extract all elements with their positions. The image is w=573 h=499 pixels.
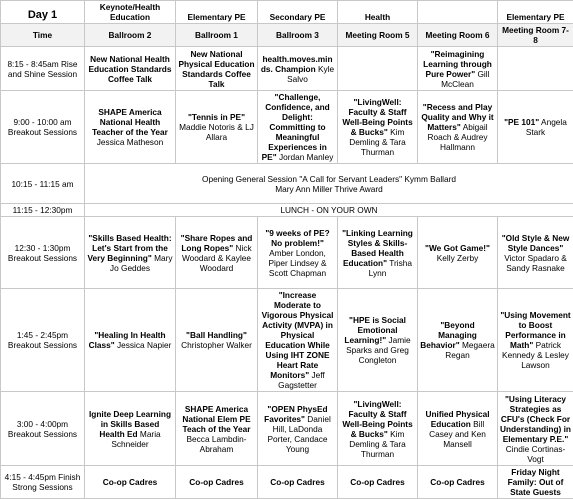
session-presenter: Daniel Hill, LaDonda Porter, Candace Young bbox=[268, 414, 331, 454]
time-slot: 11:15 - 12:30pm bbox=[1, 204, 85, 217]
session-presenter: Victor Spadaro & Sandy Rasnake bbox=[504, 253, 567, 273]
session-title: "Linking Learning Styles & Skills-Based Health Education" bbox=[342, 228, 413, 268]
time-slot: 10:15 - 11:15 am bbox=[1, 164, 85, 204]
session-cell bbox=[338, 466, 418, 499]
session-cell bbox=[258, 466, 338, 499]
session-presenter: Kyle Salvo bbox=[287, 64, 334, 84]
lunch-cell: LUNCH - ON YOUR OWN bbox=[85, 204, 573, 217]
session-presenter: Nick Woodard & Kaylee Woodard bbox=[182, 243, 252, 273]
session-cell bbox=[338, 47, 418, 91]
table-row bbox=[1, 392, 573, 466]
session-title: "LivingWell: Faculty & Staff Well-Being Points & Bucks" bbox=[342, 399, 412, 439]
session-cell bbox=[418, 47, 498, 91]
session-presenter: Becca Lambdin-Abraham bbox=[187, 434, 247, 454]
session-presenter: Cindie Cortinas-Vogt bbox=[506, 444, 565, 464]
session-presenter: Kim Demling & Tara Thurman bbox=[349, 127, 406, 157]
session-title: "Using Movement to Boost Performance in Math" bbox=[500, 310, 570, 350]
session-title: "OPEN PhysEd Favorites" bbox=[264, 404, 327, 424]
session-cell bbox=[418, 289, 498, 392]
session-title: "Increase Moderate to Vigorous Physical Activity (MVPA) in Physical Education While Using IHT ZONE Heart Rate Monitors" bbox=[262, 290, 334, 380]
session-title: Unified Physical Education bbox=[425, 409, 489, 429]
time-slot: 4:15 - 4:45pm Finish Strong Sessions bbox=[1, 466, 85, 499]
session-cell bbox=[338, 392, 418, 466]
table-row bbox=[1, 91, 573, 164]
table-row bbox=[1, 466, 573, 499]
track-name: Elementary PE bbox=[498, 1, 573, 24]
session-cell bbox=[85, 47, 176, 91]
session-title: "Share Ropes and Long Ropes" bbox=[181, 233, 253, 253]
time-slot: 9:00 - 10:00 am Breakout Sessions bbox=[1, 91, 85, 164]
session-presenter: Megaera Regan bbox=[445, 340, 494, 360]
session-cell bbox=[498, 217, 573, 289]
session-title: Co-op Cadres bbox=[350, 477, 404, 487]
session-cell bbox=[176, 392, 258, 466]
award-title: Mary Ann Miller Thrive Award bbox=[87, 184, 571, 194]
session-cell bbox=[176, 466, 258, 499]
session-presenter: Maddie Notoris & LJ Allara bbox=[179, 122, 254, 142]
track-name: Health bbox=[338, 1, 418, 24]
session-cell bbox=[498, 289, 573, 392]
session-cell bbox=[85, 289, 176, 392]
track-name: Elementary PE bbox=[176, 1, 258, 24]
session-cell bbox=[258, 47, 338, 91]
room-header: Meeting Room 5 bbox=[338, 24, 418, 47]
room-header: Meeting Room 6 bbox=[418, 24, 498, 47]
session-presenter: Mary Jo Geddes bbox=[110, 253, 173, 273]
session-presenter: Jamie Sparks and Greg Congleton bbox=[346, 335, 410, 365]
table-row bbox=[1, 204, 573, 217]
session-presenter: Jeff Gagstetter bbox=[278, 370, 325, 390]
track-name bbox=[418, 1, 498, 24]
session-title: Co-op Cadres bbox=[103, 477, 157, 487]
session-cell bbox=[85, 91, 176, 164]
session-cell bbox=[258, 91, 338, 164]
session-presenter: Patrick Kennedy & Lesley Lawson bbox=[502, 340, 569, 370]
room-header: Ballroom 1 bbox=[176, 24, 258, 47]
session-title: "Challenge, Confidence, and Delight: Committing to Meaningful Experiences in PE" bbox=[262, 92, 330, 162]
session-title: New National Health Education Standards Coffee Talk bbox=[89, 54, 172, 84]
room-header: Ballroom 3 bbox=[258, 24, 338, 47]
session-title: Ignite Deep Learning in Skills Based Health Ed bbox=[89, 409, 171, 439]
session-title: "Using Literacy Strategies as CFU's (Check For Understanding) in Elementary P.E." bbox=[500, 394, 571, 444]
session-title: "LivingWell: Faculty & Staff Well-Being Points & Bucks" bbox=[342, 97, 412, 137]
session-title: Co-op Cadres bbox=[430, 477, 484, 487]
session-title: "Old Style & New Style Dances" bbox=[502, 233, 570, 253]
session-cell bbox=[176, 91, 258, 164]
session-presenter: Angela Stark bbox=[526, 117, 567, 137]
time-slot: 12:30 - 1:30pm Breakout Sessions bbox=[1, 217, 85, 289]
time-slot: 8:15 - 8:45am Rise and Shine Session bbox=[1, 47, 85, 91]
session-cell bbox=[176, 289, 258, 392]
table-row bbox=[1, 164, 573, 204]
session-cell bbox=[85, 466, 176, 499]
session-cell bbox=[85, 392, 176, 466]
session-presenter: Abigail Roach & Audrey Hallmann bbox=[428, 122, 488, 152]
table-row bbox=[1, 289, 573, 392]
session-title: "Skills Based Health: Let's Start from the Very Beginning" bbox=[87, 233, 171, 263]
session-title: "PE 101" bbox=[504, 117, 539, 127]
session-presenter: Bill Casey and Ken Mansell bbox=[429, 419, 486, 449]
room-header: Ballroom 2 bbox=[85, 24, 176, 47]
session-title: New National Physical Education Standards Coffee Talk bbox=[178, 49, 254, 89]
session-cell bbox=[498, 466, 573, 499]
session-presenter: Kelly Zerby bbox=[437, 253, 479, 263]
header-room-row bbox=[1, 24, 573, 47]
session-cell bbox=[498, 392, 573, 466]
session-title: Co-op Cadres bbox=[270, 477, 324, 487]
session-cell bbox=[498, 91, 573, 164]
session-title: "Beyond Managing Behavior" bbox=[420, 320, 477, 350]
table-row bbox=[1, 217, 573, 289]
session-title: "Recess and Play Quality and Why it Matters" bbox=[421, 102, 493, 132]
session-title: health.moves.minds. Champion bbox=[261, 54, 333, 74]
table-row bbox=[1, 47, 573, 91]
session-presenter: Maria Schneider bbox=[111, 429, 160, 449]
session-title: "Reimagining Learning through Pure Power" bbox=[423, 49, 492, 79]
room-header: Meeting Room 7-8 bbox=[498, 24, 573, 47]
session-cell bbox=[258, 289, 338, 392]
time-column-header: Time bbox=[1, 24, 85, 47]
session-cell bbox=[418, 466, 498, 499]
session-title: Friday Night Family: Out of State Guests bbox=[508, 467, 564, 497]
track-name: Secondary PE bbox=[258, 1, 338, 24]
session-cell bbox=[338, 289, 418, 392]
session-cell bbox=[176, 217, 258, 289]
session-title: "Tennis in PE" bbox=[188, 112, 245, 122]
session-cell bbox=[258, 217, 338, 289]
session-cell bbox=[85, 217, 176, 289]
session-title: "We Got Game!" bbox=[425, 243, 490, 253]
session-title: "Ball Handling" bbox=[186, 330, 247, 340]
session-cell bbox=[338, 91, 418, 164]
session-presenter: Jordan Manley bbox=[279, 152, 333, 162]
general-session-title: Opening General Session "A Call for Servant Leaders" Kymm Ballard bbox=[87, 174, 571, 184]
session-presenter: Jessica Matheson bbox=[97, 137, 163, 147]
session-cell bbox=[418, 91, 498, 164]
session-cell bbox=[418, 392, 498, 466]
session-cell bbox=[176, 47, 258, 91]
track-name: Keynote/Health Education bbox=[85, 1, 176, 24]
session-title: SHAPE America National Elem PE Teach of the Year bbox=[182, 404, 250, 434]
session-presenter: Gill McClean bbox=[441, 69, 489, 89]
session-presenter: Amber London, Piper Lindsey & Scott Chapman bbox=[268, 248, 326, 278]
session-presenter: Christopher Walker bbox=[181, 340, 252, 350]
session-title: Co-op Cadres bbox=[189, 477, 243, 487]
session-presenter: Jessica Napier bbox=[117, 340, 171, 350]
session-cell bbox=[498, 47, 573, 91]
time-slot: 1:45 - 2:45pm Breakout Sessions bbox=[1, 289, 85, 392]
session-presenter: Trisha Lynn bbox=[369, 258, 412, 278]
session-cell bbox=[258, 392, 338, 466]
session-title: "Healing In Health Class" bbox=[89, 330, 166, 350]
time-slot: 3:00 - 4:00pm Breakout Sessions bbox=[1, 392, 85, 466]
session-cell bbox=[338, 217, 418, 289]
session-title: SHAPE America National Health Teacher of the Year bbox=[92, 107, 168, 137]
session-presenter: Kim Demling & Tara Thurman bbox=[349, 429, 406, 459]
general-session-cell bbox=[85, 164, 573, 204]
session-title: "HPE is Social Emotional Learning!" bbox=[344, 315, 406, 345]
header-track-row bbox=[1, 1, 573, 24]
session-title: "9 weeks of PE? No problem!" bbox=[265, 228, 329, 248]
day-label: Day 1 bbox=[1, 1, 85, 24]
session-cell bbox=[418, 217, 498, 289]
